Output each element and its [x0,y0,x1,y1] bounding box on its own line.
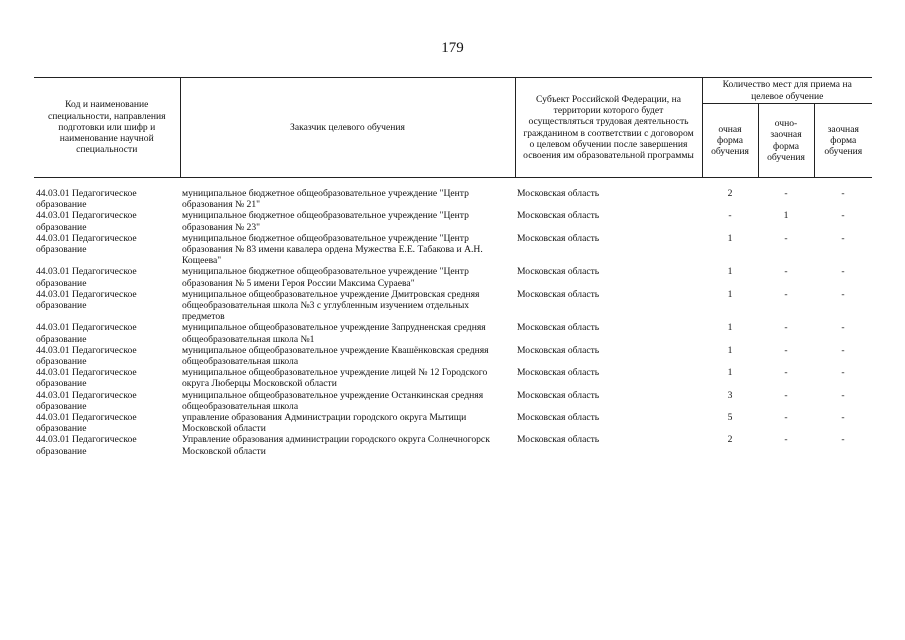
cell-subject: Московская область [517,344,600,356]
cell-part-time: - [784,344,788,356]
cell-customer: управление образования Администрации городского округа Мытищи Московской области [182,412,467,435]
admission-quota-table [34,77,872,457]
cell-full-time: 1 [727,367,733,379]
cell-full-time: 1 [727,266,733,278]
cell-part-time: - [784,367,788,379]
cell-part-time: - [784,434,788,446]
cell-subject: Московская область [517,322,600,334]
cell-correspondence: - [841,434,845,446]
cell-code: 44.03.01 Педагогическое образование [36,188,137,211]
cell-correspondence: - [841,188,845,199]
cell-subject: Московская область [517,434,600,446]
cell-customer: муниципальное общеобразовательное учреждение лицей № 12 Городского округа Люберцы Московской области [182,367,488,390]
cell-part-time: - [784,188,788,199]
cell-correspondence: - [841,266,845,278]
table-body [34,178,872,457]
cell-subject: Московская область [517,188,600,199]
header-full-time: очная форма обучения [702,104,758,178]
cell-customer: муниципальное бюджетное общеобразовательное учреждение "Центр образования № 21" [182,188,469,211]
cell-correspondence: - [841,232,845,244]
cell-part-time: - [784,266,788,278]
cell-part-time: - [784,288,788,300]
cell-code: 44.03.01 Педагогическое образование [36,210,137,233]
cell-correspondence: - [841,389,845,401]
cell-correspondence: - [841,367,845,379]
header-places: Количество мест для приема на целевое обучение [702,78,872,104]
cell-subject: Московская область [517,412,600,424]
cell-full-time: 1 [727,232,733,244]
cell-correspondence: - [841,344,845,356]
cell-code: 44.03.01 Педагогическое образование [36,288,137,312]
header-part-time: очно-заочная форма обучения [758,104,814,178]
header-code: Код и наименование специальности, направления подготовки или шифр и наименование научной специальности [34,78,180,178]
cell-code: 44.03.01 Педагогическое образование [36,367,137,390]
cell-subject: Московская область [517,389,600,401]
cell-subject: Московская область [517,210,600,222]
cell-subject: Московская область [517,367,600,379]
cell-full-time: 2 [727,188,733,199]
cell-part-time: - [784,232,788,244]
cell-full-time: 3 [727,389,733,401]
cell-subject: Московская область [517,232,600,244]
cell-customer: муниципальное бюджетное общеобразовательное учреждение "Центр образования № 83 имени кавалера ордена Мужества Е.Е. Табакова и А.Н. Кощеева" [182,232,483,267]
cell-full-time: 5 [727,412,733,424]
cell-full-time: 1 [727,288,733,300]
cell-code: 44.03.01 Педагогическое образование [36,412,137,435]
cell-full-time: 1 [727,344,733,356]
table-row [34,289,872,323]
cell-part-time: 1 [783,210,789,222]
table-row [34,233,872,267]
table-row [34,210,872,232]
table-row [34,188,872,210]
cell-part-time: - [784,412,788,424]
cell-full-time: 1 [727,322,733,334]
cell-correspondence: - [841,322,845,334]
cell-customer: муниципальное общеобразовательное учреждение Квашёнковская средняя общеобразовательная школа [182,344,489,368]
page-number: 179 [441,40,464,56]
table-row [34,434,872,456]
cell-correspondence: - [841,288,845,300]
cell-customer: муниципальное общеобразовательное учреждение Останкинская средняя общеобразовательная школа [182,389,484,412]
cell-correspondence: - [841,412,845,424]
cell-customer: муниципальное общеобразовательное учреждение Дмитровская средняя общеобразовательная школа №3 с углубленным изучением отдельных предметов [182,288,480,323]
table-row [34,412,872,434]
cell-part-time: - [784,389,788,401]
table-row [34,345,872,367]
cell-customer: муниципальное общеобразовательное учреждение Запрудненская средняя общеобразовательная школа №1 [182,322,486,345]
cell-code: 44.03.01 Педагогическое образование [36,389,137,412]
header-correspondence: заочная форма обучения [814,104,872,178]
cell-subject: Московская область [517,266,600,278]
cell-code: 44.03.01 Педагогическое образование [36,344,137,368]
cell-customer: Управление образования администрации городского округа Солнечногорск Московской области [182,434,490,457]
cell-part-time: - [784,322,788,334]
table-row [34,322,872,344]
cell-correspondence: - [841,210,845,222]
table-row [34,266,872,288]
cell-code: 44.03.01 Педагогическое образование [36,232,137,256]
header-customer: Заказчик целевого обучения [180,78,515,178]
cell-code: 44.03.01 Педагогическое образование [36,434,137,457]
cell-full-time: 2 [727,434,733,446]
table-header [34,78,872,178]
cell-subject: Московская область [517,288,600,300]
cell-code: 44.03.01 Педагогическое образование [36,266,137,289]
cell-customer: муниципальное бюджетное общеобразовательное учреждение "Центр образования № 23" [182,210,469,233]
table-row [34,390,872,412]
cell-full-time: - [728,210,732,222]
cell-customer: муниципальное бюджетное общеобразовательное учреждение "Центр образования № 5 имени Героя России Максима Сураева" [182,266,469,289]
header-subject: Субъект Российской Федерации, на территории которого будет осуществляться трудовая деятельность гражданином в соответствии с договором о целевом обучении после завершения освоения им образовательной программы [515,78,702,178]
cell-code: 44.03.01 Педагогическое образование [36,322,137,345]
table-row [34,367,872,389]
